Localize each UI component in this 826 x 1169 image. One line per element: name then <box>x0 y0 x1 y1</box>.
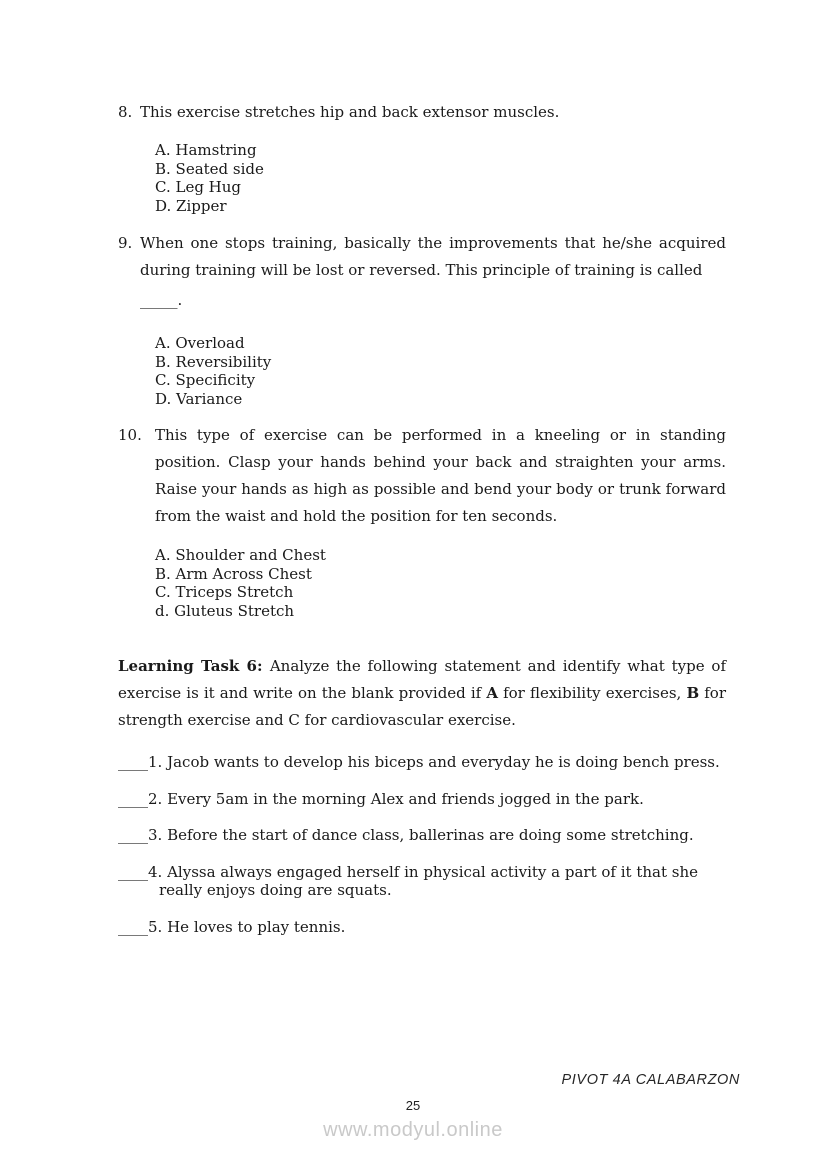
option-c: C. Triceps Stretch <box>155 583 294 601</box>
page-content <box>118 99 726 936</box>
question-9-options <box>155 334 726 408</box>
task-item-text: Alyssa always engaged herself in physical activity a part of it that she really enjoys doing are squats. <box>159 862 699 899</box>
task-item-text: Every 5am in the morning Alex and friends jogged in the park. <box>167 789 644 808</box>
option-b: B. Seated side <box>155 159 264 178</box>
option-a: A. Overload <box>155 334 245 352</box>
task-item-text: Jacob wants to develop his biceps and everyday he is doing bench press. <box>167 753 720 771</box>
question-8-options <box>155 141 726 215</box>
question-number: 9. <box>118 234 133 252</box>
answer-blank: ____2. <box>118 789 163 808</box>
question-8 <box>118 99 726 215</box>
option-d: D. Variance <box>155 389 243 408</box>
option-b: B. Arm Across Chest <box>155 564 312 583</box>
option-d: d. Gluteus Stretch <box>155 601 295 620</box>
question-number: 10. <box>118 426 142 444</box>
page-number: 25 <box>405 1098 421 1113</box>
option-a: A. Hamstring <box>155 141 257 159</box>
task-item-text: Before the start of dance class, ballerinas are doing some stretching. <box>167 826 694 844</box>
answer-blank: ____5. <box>118 917 163 936</box>
task-item-5 <box>118 918 726 937</box>
learning-task-instructions: Learning Task 6: Analyze the following statement and identify what type of exercise is it and write on the blank provided if A for flexibility exercises, B for strength exercise and C for cardiovascular exercise. <box>118 657 727 729</box>
task-items <box>118 753 726 936</box>
option-b: B. Reversibility <box>155 352 272 371</box>
question-text: This type of exercise can be performed in a kneeling or in standing position. Clasp your hands behind your back and straighten your arms. Raise your hands as high as possible and bend your body or trunk forward from the waist and hold the position for ten seconds. <box>155 426 726 525</box>
answer-blank: ____4. <box>118 862 163 881</box>
task-item-3 <box>118 826 726 845</box>
question-10-options <box>155 546 726 620</box>
task-item-4 <box>118 863 726 900</box>
option-c: C. Leg Hug <box>155 178 242 196</box>
answer-blank: ____1. <box>118 753 163 771</box>
option-c: C. Specificity <box>155 371 256 389</box>
question-text: When one stops training, basically the improvements that he/she acquired during training will be lost or reversed. This principle of training is called <box>140 234 726 279</box>
question-9 <box>118 230 726 408</box>
task-item-2 <box>118 790 726 809</box>
option-a: A. Shoulder and Chest <box>155 546 326 564</box>
footer-brand: PIVOT 4A CALABARZON <box>561 1072 740 1088</box>
option-d: D. Zipper <box>155 196 227 215</box>
question-number: 8. <box>118 103 133 121</box>
answer-blank: _____. <box>140 291 183 309</box>
question-10 <box>118 422 726 620</box>
answer-blank: ____3. <box>118 826 163 844</box>
task-item-text: He loves to play tennis. <box>167 917 346 936</box>
question-text: This exercise stretches hip and back extensor muscles. <box>140 103 560 121</box>
watermark: www.modyul.online <box>323 1119 503 1141</box>
task-item-1 <box>118 753 726 772</box>
